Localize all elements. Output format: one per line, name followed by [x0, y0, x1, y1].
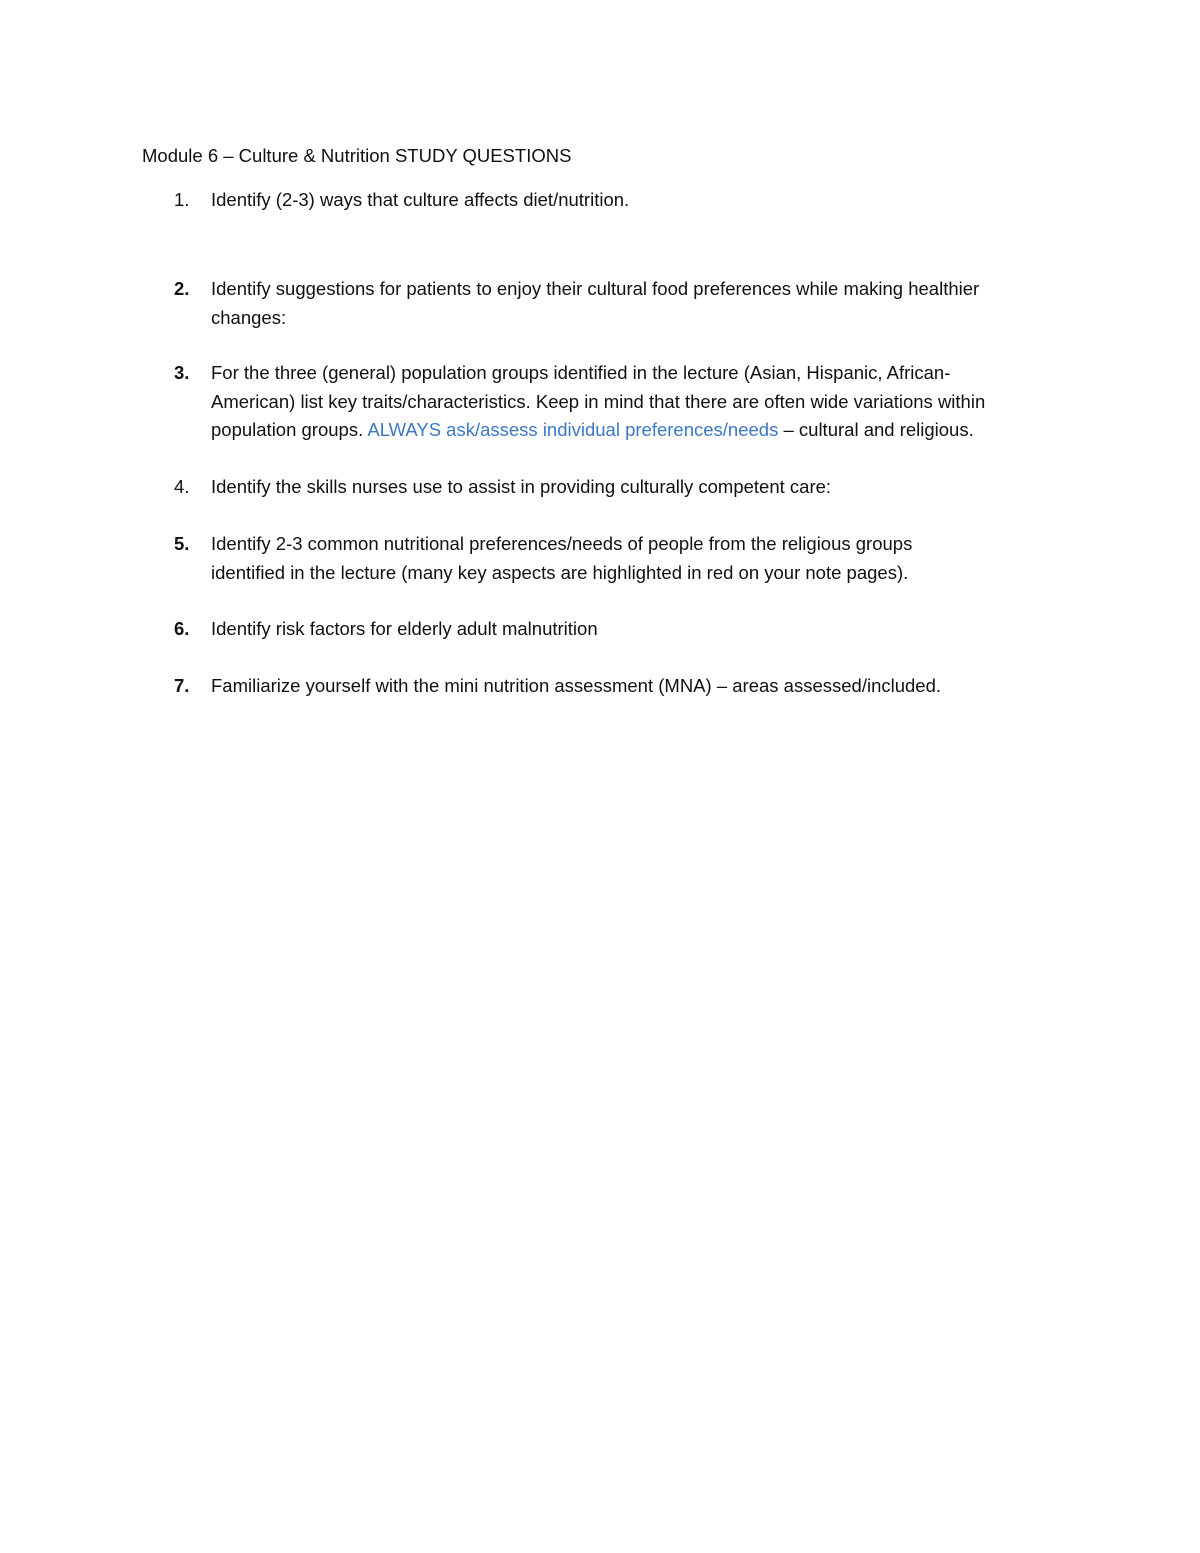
- question-number: 3.: [174, 362, 190, 383]
- question-line: Identify suggestions for patients to enjoy their cultural food preferences while making healthier: [211, 278, 980, 299]
- question-text: [211, 275, 1071, 332]
- question-line: Identify 2-3 common nutritional preferences/needs of people from the religious groups: [211, 533, 913, 554]
- question-text: [211, 186, 1071, 215]
- question-line: Identify the skills nurses use to assist in providing culturally competent care:: [211, 476, 832, 497]
- question-number: 2.: [174, 278, 190, 299]
- question-line: American) list key traits/characteristics. Keep in mind that there are often wide variations within: [211, 390, 986, 412]
- question-number: 1.: [174, 189, 190, 210]
- question-line: Identify (2-3) ways that culture affects diet/nutrition.: [211, 189, 630, 210]
- document-title: Module 6 – Culture & Nutrition STUDY QUESTIONS: [142, 145, 572, 166]
- question-text: [211, 359, 1071, 445]
- question-text: [211, 615, 1071, 644]
- question-text: [211, 530, 1071, 587]
- highlighted-instruction: ALWAYS ask/assess individual preferences/needs: [367, 419, 779, 440]
- question-line-text: – cultural and religious.: [778, 419, 974, 440]
- question-line: Identify risk factors for elderly adult malnutrition: [211, 618, 598, 639]
- question-line: changes:: [211, 306, 287, 328]
- question-number: 5.: [174, 533, 190, 554]
- question-line: For the three (general) population groups identified in the lecture (Asian, Hispanic, African-: [211, 362, 951, 383]
- question-line: [211, 416, 1071, 445]
- question-number: 7.: [174, 675, 190, 696]
- question-line: Familiarize yourself with the mini nutrition assessment (MNA) – areas assessed/included.: [211, 675, 942, 696]
- question-text: [211, 672, 1071, 701]
- question-text: [211, 473, 1071, 502]
- question-line-text: population groups.: [211, 419, 368, 440]
- question-number: 6.: [174, 618, 190, 639]
- question-number: 4.: [174, 476, 190, 497]
- question-line: identified in the lecture (many key aspects are highlighted in red on your note pages).: [211, 561, 909, 583]
